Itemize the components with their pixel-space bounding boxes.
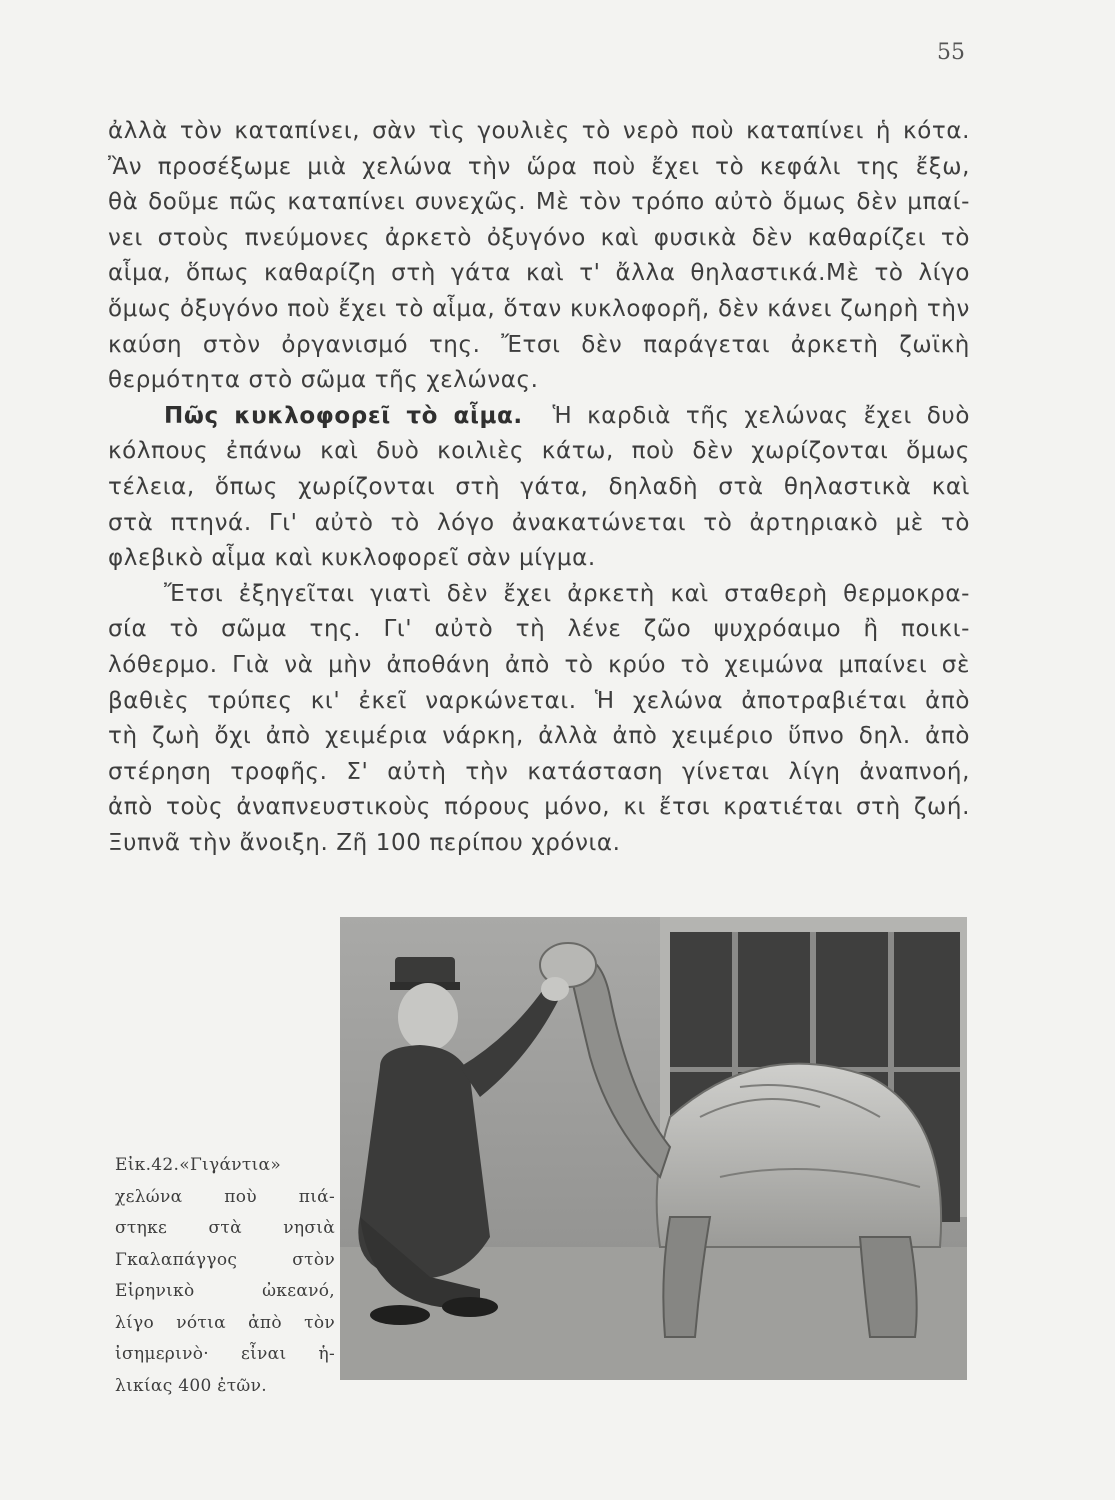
section-heading-line (108, 399, 970, 435)
text-line: ὅμως ὀξυγόνο ποὺ ἔχει τὸ αἷμα, ὅταν κυκλοφορῆ, δὲν κάνει ζωηρὴ τὴν (108, 295, 970, 322)
text-line: καύση στὸν ὀργανισμό της. Ἔτσι δὲν παράγεται ἀρκετὴ ζωϊκὴ (108, 331, 970, 358)
text-line: στὰ πτηνά. Γι' αὐτὸ τὸ λόγο ἀνακατώνεται τὸ ἀρτηριακὸ μὲ τὸ (108, 509, 970, 536)
text-line: σία τὸ σῶμα της. Γι' αὐτὸ τὴ λένε ζῶο ψυχρόαιμο ἢ ποικι- (108, 616, 970, 643)
text-line: Ἔτσι ἐξηγεῖται γιατὶ δὲν ἔχει ἀρκετὴ καὶ σταθερὴ θερμοκρα- (164, 580, 970, 607)
caption-line: στηκε στὰ νησιὰ (115, 1218, 335, 1238)
text-line: θερμότητα στὸ σῶμα τῆς χελώνας. (108, 367, 539, 394)
caption-line: λικίας 400 ἐτῶν. (115, 1375, 267, 1396)
text-line: κόλπους ἐπάνω καὶ δυὸ κοιλιὲς κάτω, ποὺ δὲν χωρίζονται ὅμως (108, 438, 970, 465)
caption-line: λίγο νότια ἀπὸ τὸν (115, 1312, 335, 1333)
text-line: θὰ δοῦμε πῶς καταπίνει συνεχῶς. Μὲ τὸν τρόπο αὐτὸ ὅμως δὲν μπαί- (108, 189, 970, 216)
tortoise-photo (340, 917, 967, 1380)
caption-line: Εἰρηνικὸ ὠκεανό, (115, 1281, 335, 1301)
text-line: Ἂν προσέξωμε μιὰ χελώνα τὴν ὥρα ποὺ ἔχει τὸ κεφάλι της ἔξω, (108, 153, 970, 180)
page-number: 55 (937, 40, 965, 65)
caption-line: ἰσημερινὸ· εἶναι ἡ- (115, 1344, 335, 1364)
body-text (108, 114, 970, 861)
text-line: αἷμα, ὅπως καθαρίζη στὴ γάτα καὶ τ' ἄλλα θηλαστικά.Μὲ τὸ λίγο (108, 260, 970, 287)
text-line: νει στοὺς πνεύμονες ἀρκετὸ ὀξυγόνο καὶ φυσικὰ δὲν καθαρίζει τὸ (108, 224, 970, 251)
section-heading: Πῶς κυκλοφορεῖ τὸ αἷμα. (164, 402, 523, 429)
caption-line: χελώνα ποὺ πιά- (115, 1186, 335, 1207)
caption-line: Εἰκ.42.«Γιγάντια» (115, 1155, 282, 1175)
text-line: ἀπὸ τοὺς ἀναπνευστικοὺς πόρους μόνο, κι ἔτσι κρατιέται στὴ ζωή. (108, 794, 970, 821)
section-heading-rest: Ἡ καρδιὰ τῆς χελώνας ἔχει δυὸ (552, 402, 970, 429)
text-line: ἀλλὰ τὸν καταπίνει, σὰν τὶς γουλιὲς τὸ νερὸ ποὺ καταπίνει ἡ κότα. (108, 118, 970, 144)
text-line: βαθιὲς τρύπες κι' ἐκεῖ ναρκώνεται. Ἡ χελώνα ἀποτραβιέται ἀπὸ (108, 687, 970, 714)
tortoise-photo-illustration (340, 917, 967, 1380)
text-line: τὴ ζωὴ ὄχι ἀπὸ χειμέρια νάρκη, ἀλλὰ ἀπὸ χειμέριο ὕπνο δηλ. ἀπὸ (108, 723, 970, 750)
text-line: λόθερμο. Γιὰ νὰ μὴν ἀποθάνη ἀπὸ τὸ κρύο τὸ χειμώνα μπαίνει σὲ (108, 651, 970, 678)
text-line: φλεβικὸ αἷμα καὶ κυκλοφορεῖ σὰν μίγμα. (108, 545, 596, 572)
caption-line: Γκαλαπάγγος στὸν (115, 1249, 335, 1270)
text-line: στέρηση τροφῆς. Σ' αὐτὴ τὴν κατάσταση γίνεται λίγη ἀναπνοή, (108, 758, 970, 785)
figure-caption (115, 1150, 335, 1402)
text-line: τέλεια, ὅπως χωρίζονται στὴ γάτα, δηλαδὴ στὰ θηλαστικὰ καὶ (108, 473, 970, 500)
text-line: Ξυπνᾶ τὴν ἄνοιξη. Ζῆ 100 περίπου χρόνια. (108, 829, 621, 856)
